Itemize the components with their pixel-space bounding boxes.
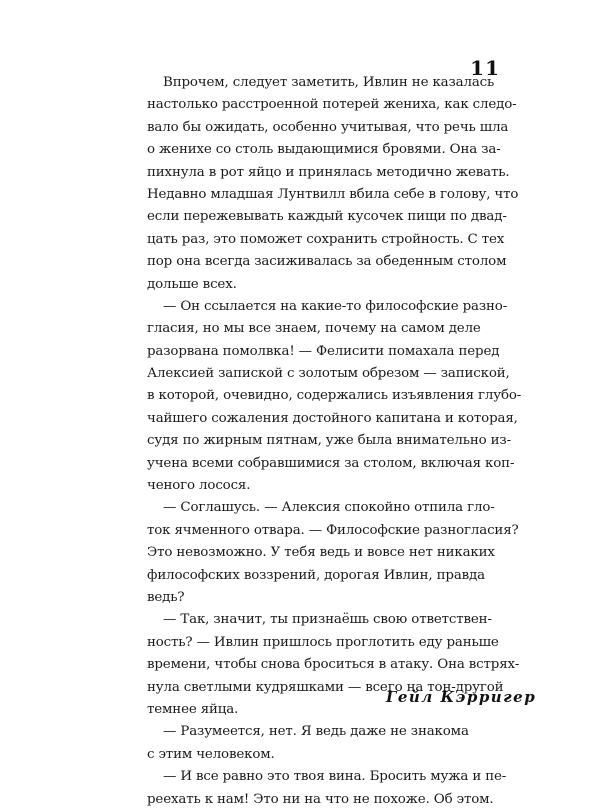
text-line: чайшего сожаления достойного капитана и которая, (147, 410, 518, 426)
text-line: настолько расстроенной потерей жениха, как следо- (147, 97, 517, 113)
text-line: о женихе со столь выдающимися бровями. Она за- (147, 142, 501, 158)
text-line: пихнула в рот яйцо и принялась методично жевать. (147, 164, 510, 180)
text-line: — И все равно это твоя вина. Бросить мужа и пе- (163, 769, 507, 785)
text-line: Впрочем, следует заметить, Ивлин не казалась (163, 75, 495, 90)
text-line: разорвана помолвка! — Фелисити помахала перед (147, 343, 500, 359)
text-line: времени, чтобы снова броситься в атаку. Она встрях- (147, 657, 520, 673)
text-line: ность? — Ивлин пришлось проглотить еду раньше (147, 634, 499, 650)
text-line: ведь? (147, 589, 185, 605)
text-line: если пережевывать каждый кусочек пищи по двад- (147, 209, 507, 225)
text-line: судя по жирным пятнам, уже была внимательно из- (147, 433, 511, 449)
text-line: вало бы ожидать, особенно учитывая, что речь шла (147, 119, 509, 135)
text-line: Это невозможно. У тебя ведь и вовсе нет никаких (147, 545, 495, 561)
text-line: реехать к нам! Это ни на что не похоже. Об этом. (147, 791, 494, 807)
text-line: цать раз, это поможет сохранить стройность. С тех (147, 231, 505, 247)
text-line: Недавно младшая Лунтвилл вбила себе в голову, что (147, 186, 519, 202)
text-line: гласия, но мы все знаем, почему на самом деле (147, 321, 481, 337)
text-line: дольше всех. (147, 276, 237, 292)
text-line: пор она всегда засиживалась за обеденным столом (147, 254, 507, 270)
text-line: Алексией запиской с золотым обрезом — запиской, (147, 366, 510, 382)
text-line: с этим человеком. (147, 746, 275, 762)
text-line: в которой, очевидно, содержались изъявления глубо- (147, 388, 522, 404)
text-line: ченого лосося. (147, 478, 251, 494)
page-number: 11 (470, 56, 500, 80)
text-line: — Он ссылается на какие-то философские разно- (163, 298, 508, 314)
running-footer-author: Гейл Кэрригер (386, 688, 537, 706)
text-line: — Разумеется, нет. Я ведь даже не знакома (163, 724, 469, 740)
text-line: учена всеми собравшимися за столом, включая коп- (147, 455, 515, 471)
text-line: философских воззрений, дорогая Ивлин, правда (147, 567, 485, 583)
text-line: нула светлыми кудряшками — всего на тон-другой (147, 679, 504, 695)
text-line: темнее яйца. (147, 701, 239, 717)
text-line: — Так, значит, ты признаёшь свою ответствен- (163, 612, 492, 628)
text-line: — Соглашусь. — Алексия спокойно отпила гло- (163, 500, 495, 516)
text-line: ток ячменного отвара. — Философские разногласия? (147, 522, 519, 538)
